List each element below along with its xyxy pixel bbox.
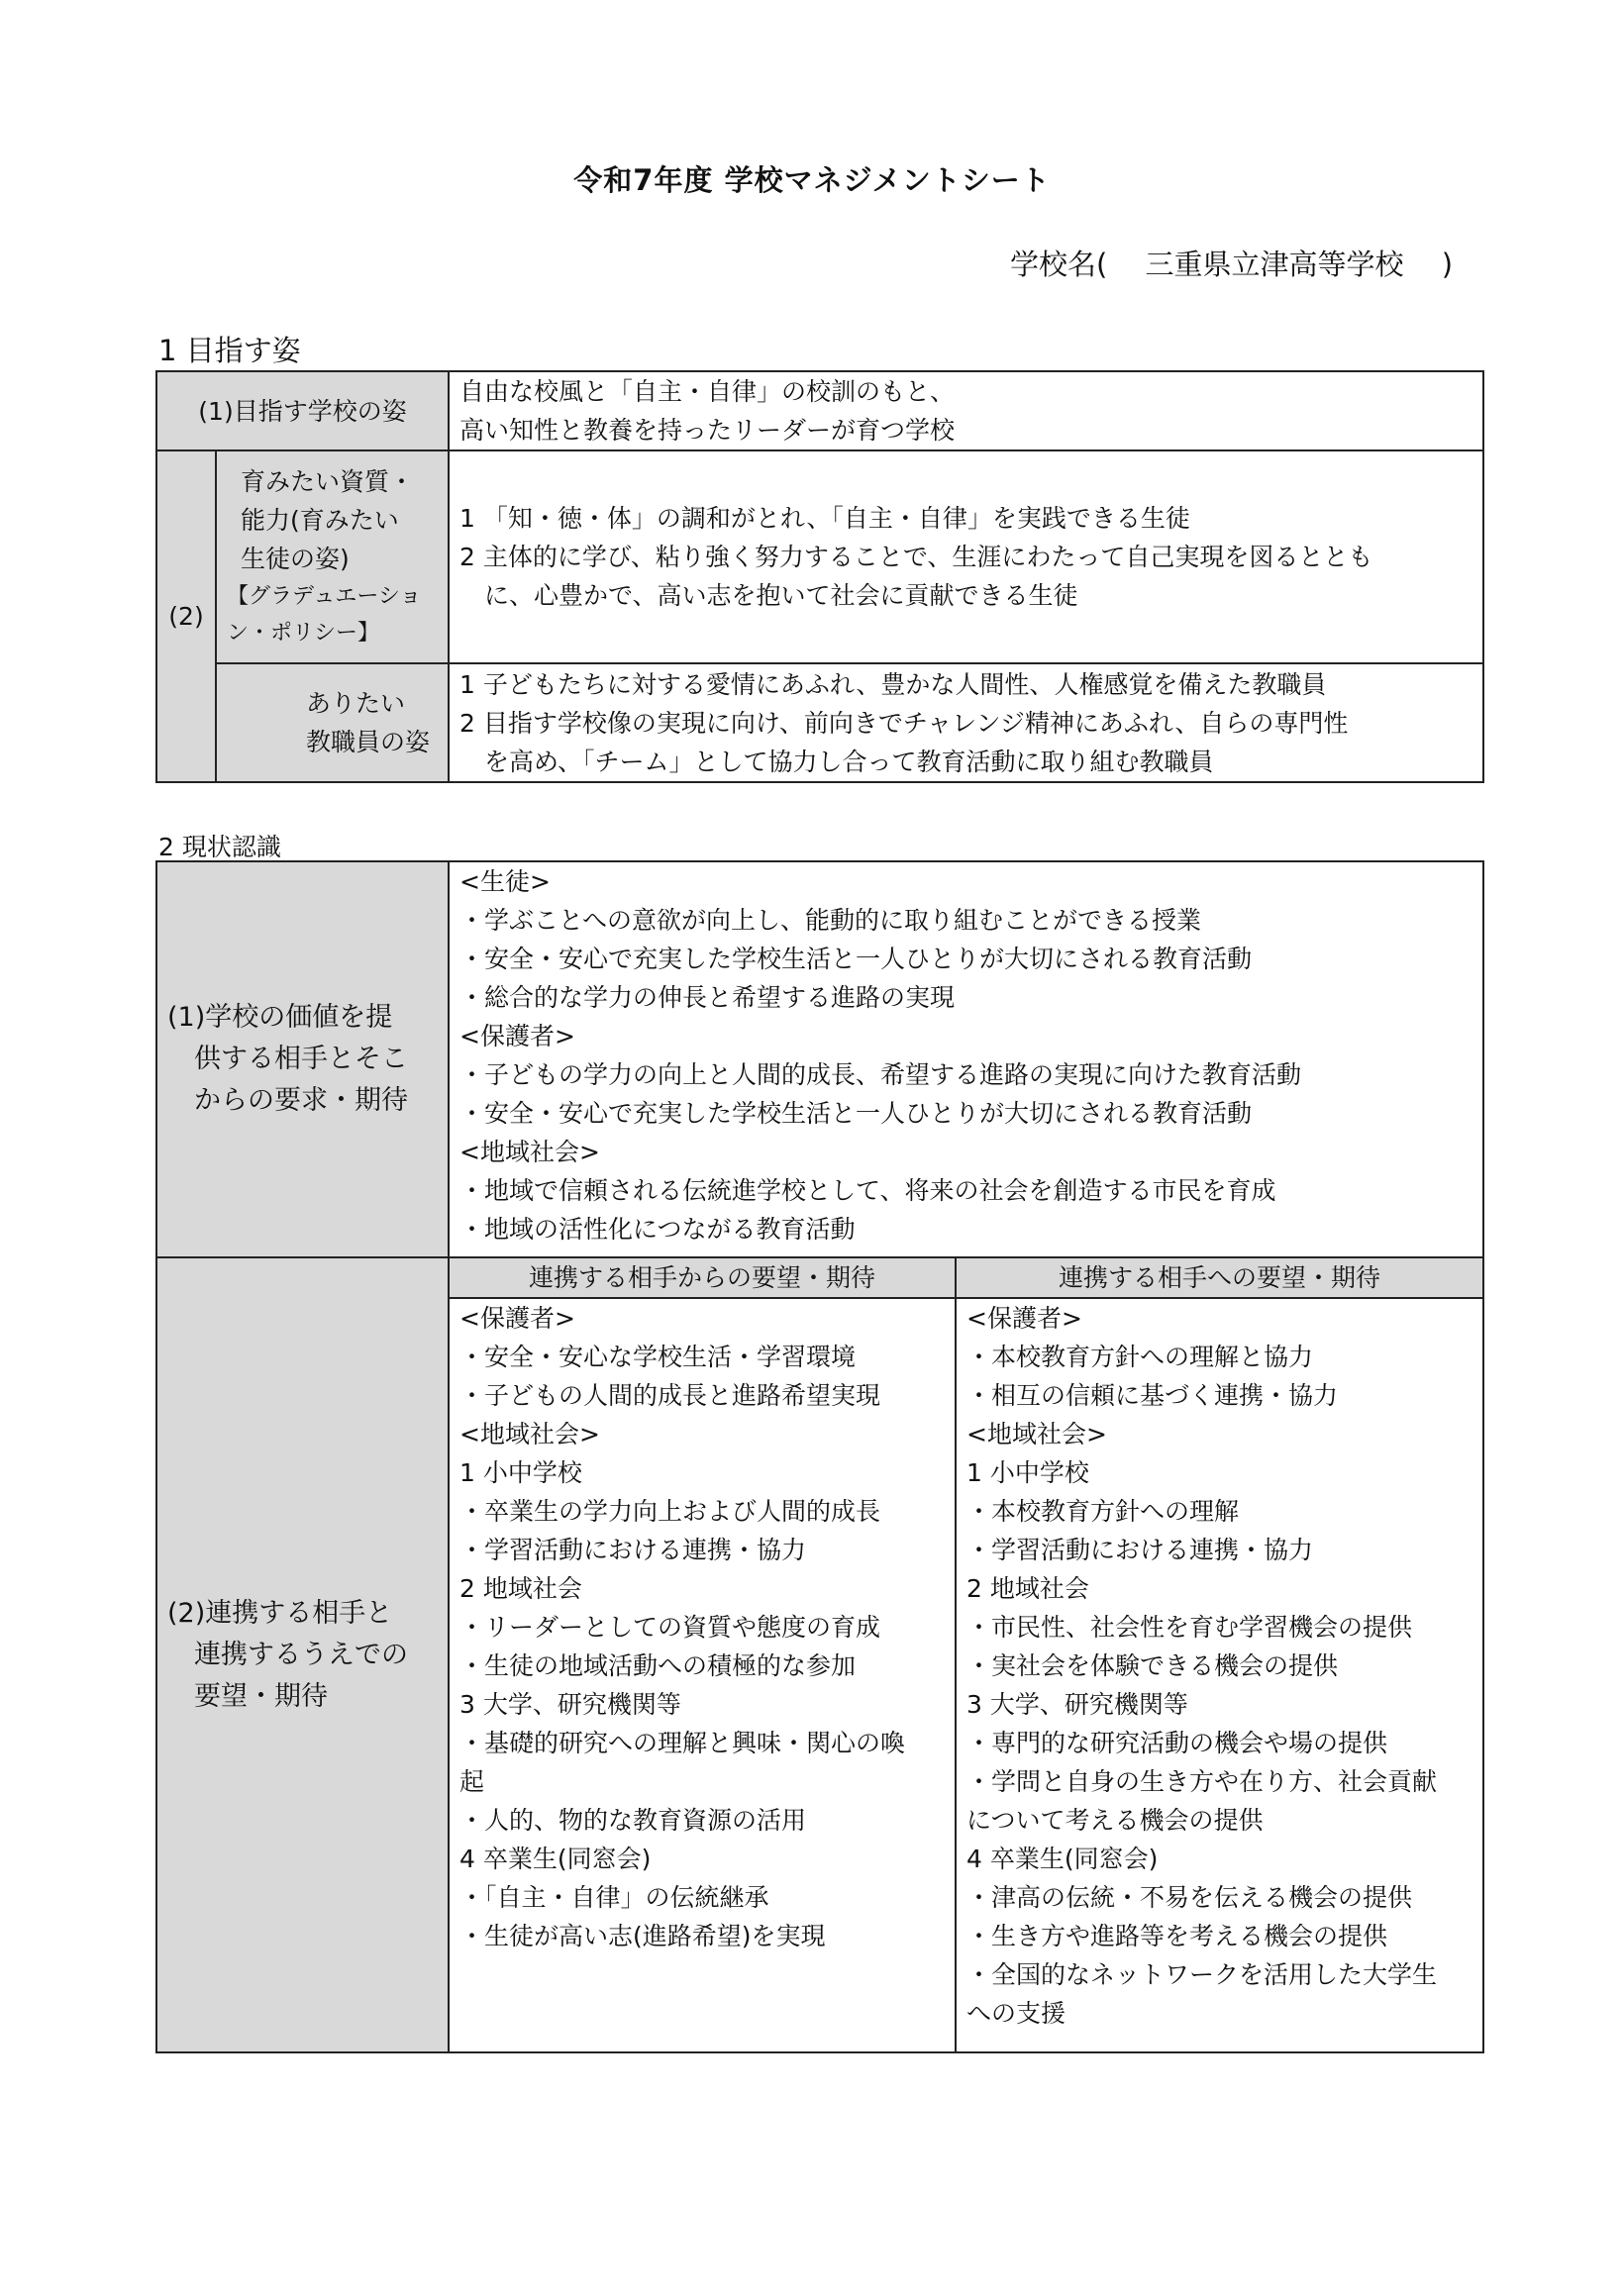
staff-profile-label: ありたい 教職員の姿: [216, 663, 449, 782]
from-partner-header: 連携する相手からの要望・期待: [449, 1257, 956, 1298]
school-vision-label: (1)目指す学校の姿: [156, 371, 449, 450]
to-partner-content: <保護者> ・本校教育方針への理解と協力 ・相互の信頼に基づく連携・協力 <地域社会> 1 小中学校 ・本校教育方針への理解 ・学習活動における連携・協力 2 地域社会 ・市民性、社会性を育む学習機会の提供 ・実社会を体験できる機会の提供 3 大学、研究機関等 ・専門的な研究活動の機会や場の提供 ・学問と自身の生き方や在り方、社会貢献 について考える機会の提供 4 卒業生(同窓会) ・津高の伝統・不易を伝える機会の提供 ・生き方や進路等を考える機会の提供 ・全国的なネットワークを活用した大学生 への支援: [956, 1298, 1483, 2052]
staff-profile-content: 1 子どもたちに対する愛情にあふれ、豊かな人間性、人権感覚を備えた教職員 2 目指す学校像の実現に向け、前向きでチャレンジ精神にあふれ、自らの専門性 を高め、「チーム」として協力し合って教育活動に取り組む教職員: [449, 663, 1483, 782]
student-profile-content: 1 「知・徳・体」の調和がとれ、「自主・自律」を実践できる生徒 2 主体的に学び、粘り強く努力することで、生涯にわたって自己実現を図るととも に、心豊かで、高い志を抱いて社会に貢献できる生徒: [449, 450, 1483, 663]
section1-row2-number: (2): [156, 450, 216, 782]
value-stakeholders-label: (1)学校の価値を提 供する相手とそこ からの要求・期待: [156, 861, 449, 1257]
section2-heading: 2 現状認識: [158, 833, 281, 861]
school-name: 学校名( 三重県立津高等学校 ): [1010, 248, 1454, 281]
partner-expectations-label: (2)連携する相手と 連携するうえでの 要望・期待: [156, 1257, 449, 2052]
value-stakeholders-content: <生徒> ・学ぶことへの意欲が向上し、能動的に取り組むことができる授業 ・安全・安心で充実した学校生活と一人ひとりが大切にされる教育活動 ・総合的な学力の伸長と希望する進路の実現 <保護者> ・子どもの学力の向上と人間的成長、希望する進路の実現に向けた教育活動 ・安全・安心で充実した学校生活と一人ひとりが大切にされる教育活動 <地域社会> ・地域で信頼される伝統進学校として、将来の社会を創造する市民を育成 ・地域の活性化につながる教育活動: [449, 861, 1483, 1257]
student-profile-label-main: 育みたい資質・ 能力(育みたい 生徒の姿): [241, 467, 415, 573]
from-partner-content: <保護者> ・安全・安心な学校生活・学習環境 ・子どもの人間的成長と進路希望実現 <地域社会> 1 小中学校 ・卒業生の学力向上および人間的成長 ・学習活動における連携・協力 2 地域社会 ・リーダーとしての資質や態度の育成 ・生徒の地域活動への積極的な参加 3 大学、研究機関等 ・基礎的研究への理解と興味・関心の喚 起 ・人的、物的な教育資源の活用 4 卒業生(同窓会) ・「自主・自律」の伝統継承 ・生徒が高い志(進路希望)を実現: [449, 1298, 956, 2052]
section1-heading: 1 目指す姿: [158, 334, 301, 367]
student-profile-label: [216, 450, 449, 663]
school-vision-content: 自由な校風と「自主・自律」の校訓のもと、 高い知性と教養を持ったリーダーが育つ学校: [449, 371, 1483, 450]
to-partner-header: 連携する相手への要望・期待: [956, 1257, 1483, 1298]
target-vision-table: [155, 370, 1484, 783]
document-title: 令和7年度 学校マネジメントシート: [573, 163, 1051, 197]
graduation-policy-note: 【グラデュエーショ ン・ポリシー】: [227, 584, 422, 646]
current-status-table: [155, 860, 1484, 2053]
